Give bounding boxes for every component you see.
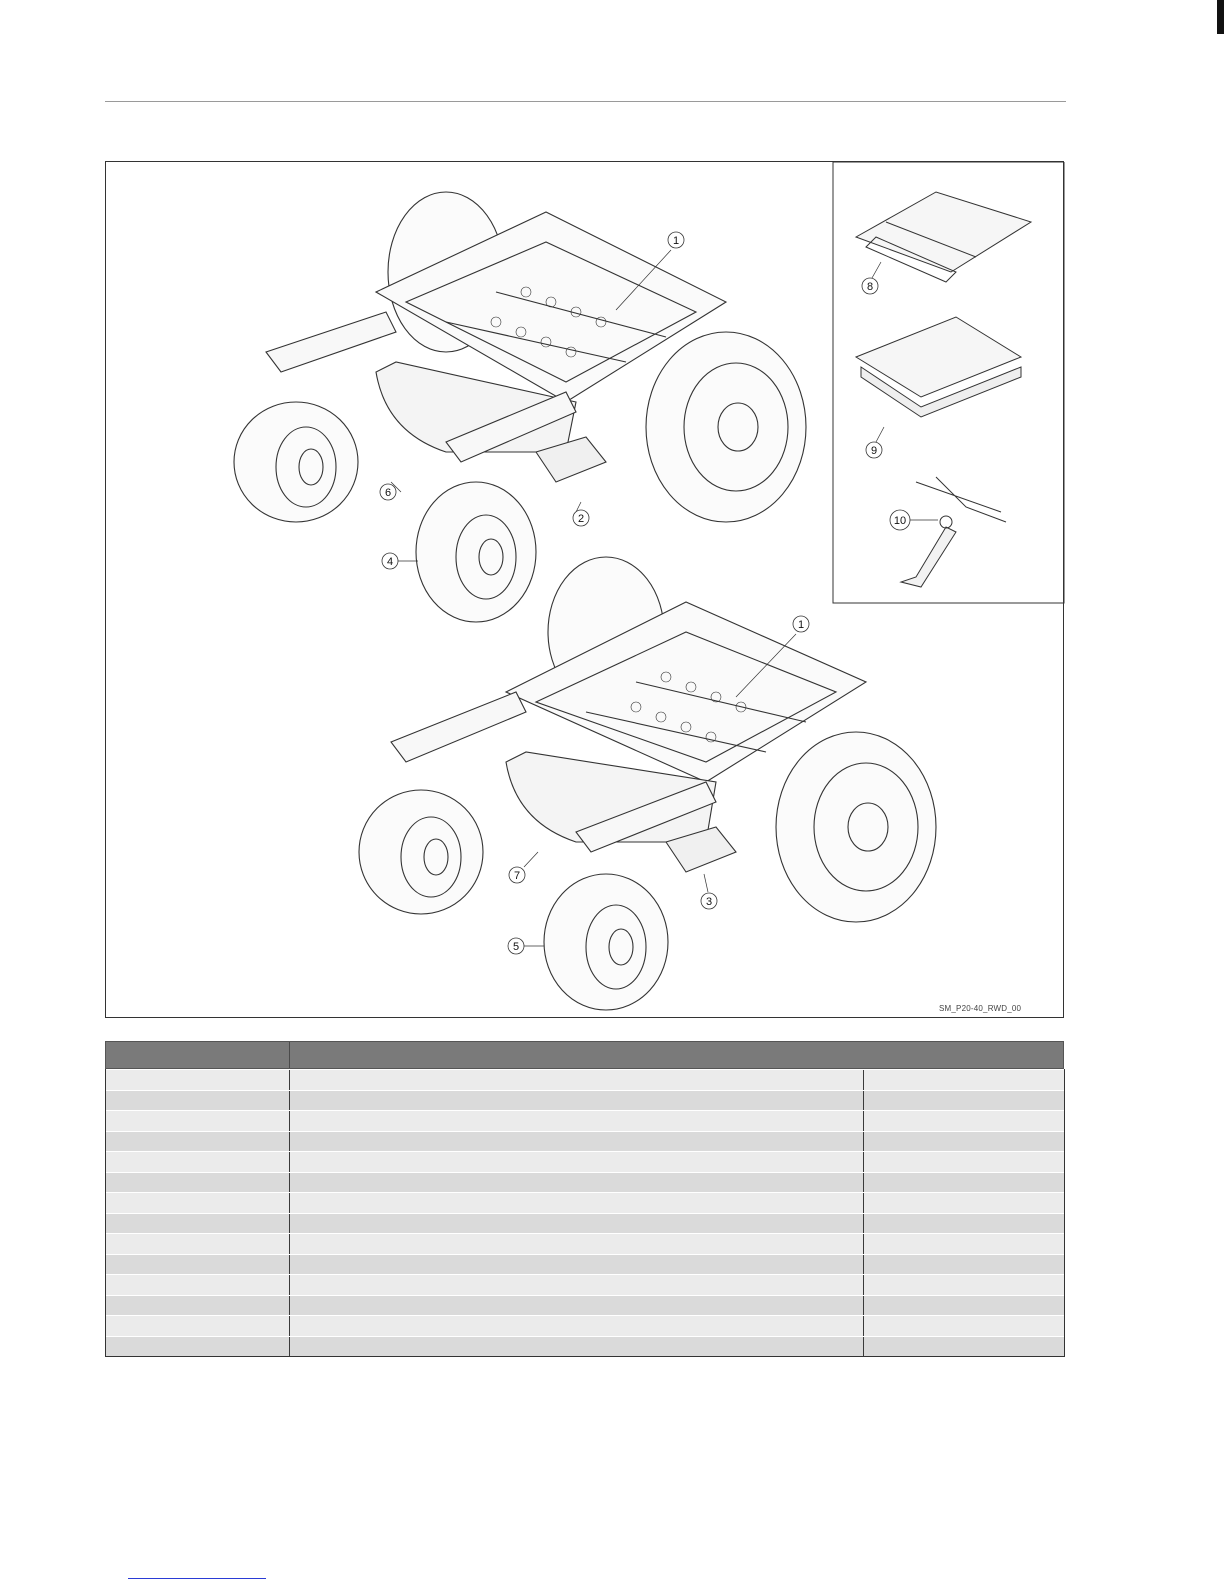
callout-4: 4 — [386, 556, 394, 568]
callout-9: 9 — [870, 445, 878, 457]
table-row — [106, 1336, 1064, 1357]
table-row — [106, 1090, 1064, 1111]
callout-8: 8 — [866, 281, 874, 293]
top-chassis — [234, 192, 806, 622]
callout-1a: 1 — [672, 235, 680, 247]
page-edge-mark — [1217, 0, 1224, 34]
table-row — [106, 1315, 1064, 1336]
callout-7: 7 — [513, 870, 521, 882]
header-rule — [105, 101, 1066, 102]
bottom-chassis — [359, 557, 936, 1010]
table-row — [106, 1233, 1064, 1254]
table-row — [106, 1192, 1064, 1213]
figure-code: SM_P20-40_RWD_00 — [939, 1004, 1022, 1013]
table-row — [106, 1069, 1064, 1090]
callout-2: 2 — [577, 513, 585, 525]
table-header — [105, 1041, 1064, 1069]
inset-parts — [856, 192, 1031, 587]
table-row — [106, 1295, 1064, 1316]
table-row — [106, 1213, 1064, 1234]
table-row — [106, 1131, 1064, 1152]
wheelchair-illustration — [106, 162, 1065, 1019]
callout-3: 3 — [705, 896, 713, 908]
parts-table — [105, 1069, 1065, 1357]
table-row — [106, 1172, 1064, 1193]
callout-5: 5 — [512, 941, 520, 953]
table-row — [106, 1151, 1064, 1172]
figure-box — [105, 161, 1064, 1018]
callout-1b: 1 — [797, 619, 805, 631]
table-row — [106, 1274, 1064, 1295]
callout-6: 6 — [384, 487, 392, 499]
callout-10: 10 — [893, 515, 907, 527]
table-row — [106, 1110, 1064, 1131]
table-row — [106, 1254, 1064, 1275]
footer-link-underline[interactable] — [128, 1578, 266, 1579]
header-divider — [289, 1042, 290, 1068]
